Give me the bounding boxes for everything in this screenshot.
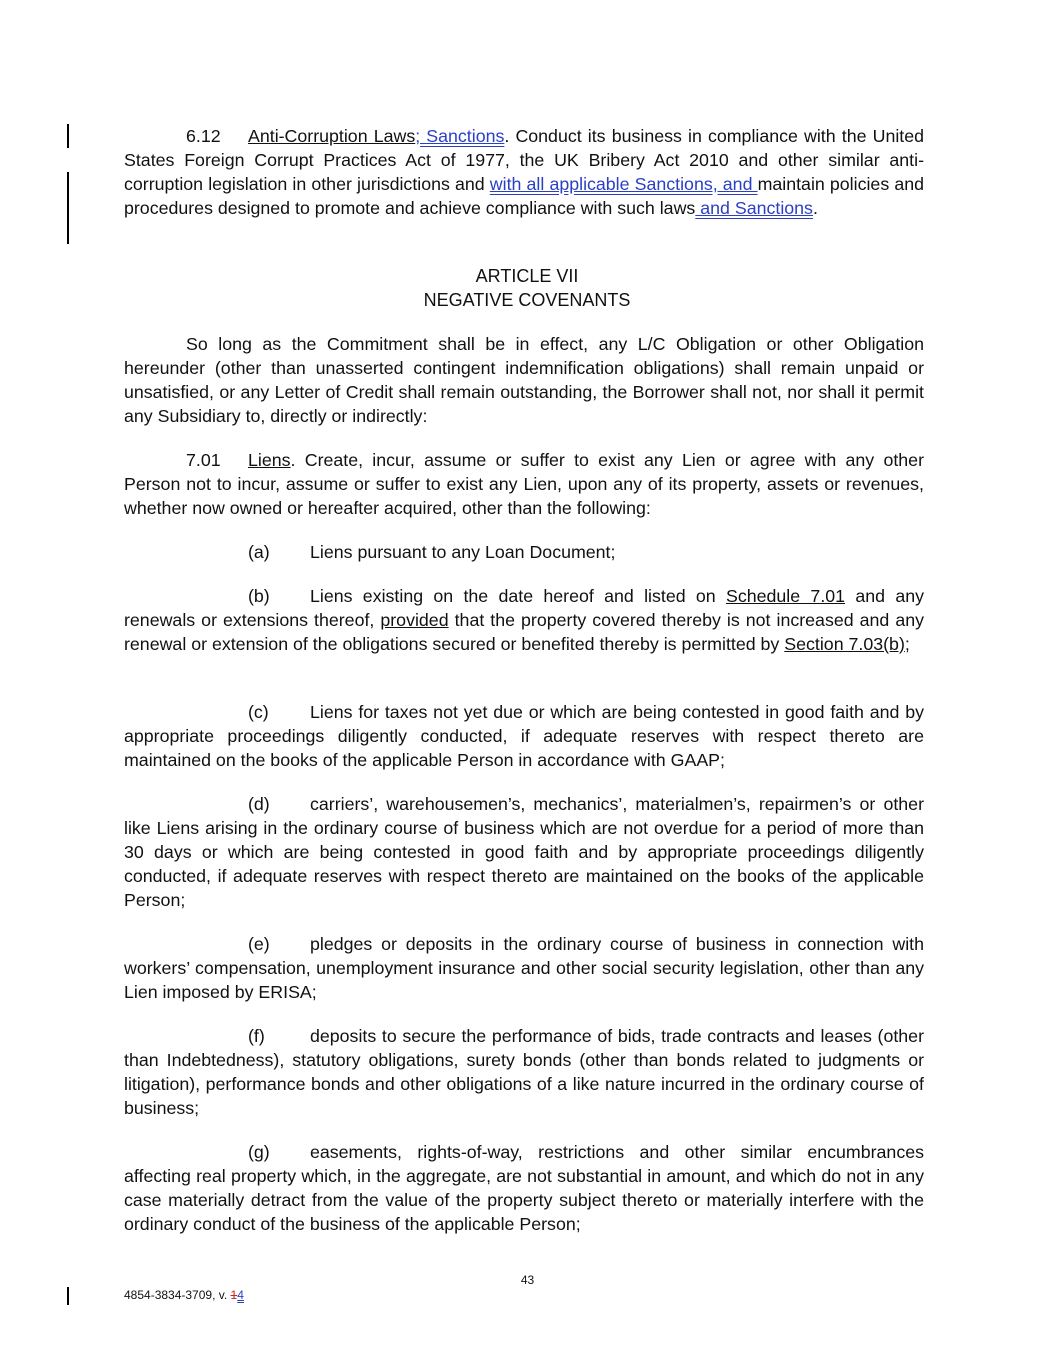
clause-label: (e) [248, 934, 270, 954]
change-bar [67, 1287, 69, 1305]
clause-label: (f) [248, 1026, 265, 1046]
inserted-text: ; Sanctions [415, 126, 505, 146]
clause-text: and any renewals or extensions thereof, [124, 586, 924, 630]
clause-text: that the property covered thereby is not increased and any renewal or extension of the obligations secured or benefited thereby is permitted by [124, 610, 924, 654]
section-body: . [812, 198, 818, 218]
change-bar [67, 172, 69, 244]
clause-c [124, 700, 924, 772]
section-body: . Conduct its business in compliance with the United States Foreign Corrupt Practices Act of 1977, the UK Bribery Act 2010 and other similar anti-corruption legislation in other jurisdictions and [124, 126, 925, 194]
clause-d [124, 792, 924, 912]
clause-text: pledges or deposits in the ordinary course of business in connection with workers’ compensation, unemployment insurance and other social security legislation, other than any Lien imposed by ERISA; [124, 934, 924, 1002]
clause-e [124, 932, 924, 1004]
inserted-text: with all applicable Sanctions, and [489, 174, 758, 194]
article-number: ARTICLE VII [475, 266, 579, 286]
clause-text: ; [904, 634, 910, 654]
section-number: 7.01 [186, 450, 221, 470]
document-footer [124, 1288, 244, 1302]
clause-a [124, 540, 924, 564]
change-bar [67, 124, 69, 148]
article-heading [124, 264, 930, 312]
intro-text: So long as the Commitment shall be in effect, any L/C Obligation or other Obligation hereunder (other than unasserted contingent indemnification obligations) shall remain unpaid or unsatisfied, or any Letter of Credit shall remain outstanding, the Borrower shall not, nor shall it permit any Subsidiary to, directly or indirectly: [124, 334, 924, 426]
clause-text: Liens pursuant to any Loan Document; [310, 542, 616, 562]
clause-label: (a) [248, 542, 270, 562]
clause-b [124, 584, 924, 656]
clause-text: easements, rights-of-way, restrictions and other similar encumbrances affecting real property which, in the aggregate, are not substantial in amount, and which do not in any case materially detract from the value of the property subject thereto or materially interfere with the ordinary conduct of the business of the applicable Person; [124, 1142, 924, 1234]
clause-text: carriers’, warehousemen’s, mechanics’, materialmen’s, repairmen’s or other like Liens arising in the ordinary course of business which are not overdue for a period of more than 30 days or which are being contested in good faith and by appropriate proceedings diligently conducted, if adequate reserves with respect thereto are maintained on the books of the applicable Person; [124, 794, 924, 910]
section-reference: Section 7.03(b) [784, 634, 905, 654]
deleted-version: 1 [230, 1288, 238, 1302]
section-title: Liens [248, 450, 291, 470]
section-body: maintain policies and procedures designed to promote and achieve compliance with such laws [124, 174, 924, 218]
clause-label: (g) [248, 1142, 270, 1162]
clause-text: Liens for taxes not yet due or which are being contested in good faith and by appropriate proceedings diligently conducted, if adequate reserves with respect thereto are maintained on the books of the applicable Person in accordance with GAAP; [124, 702, 924, 770]
section-body: . Create, incur, assume or suffer to exist any Lien or agree with any other Person not to incur, assume or suffer to exist any Lien, upon any of its property, assets or revenues, whether now owned or hereafter acquired, other than the following: [124, 450, 924, 518]
section-7-01 [124, 448, 924, 520]
inserted-text: and Sanctions [695, 198, 813, 218]
clause-text: Liens existing on the date hereof and listed on [310, 586, 726, 606]
clause-g [124, 1140, 924, 1236]
inserted-version: 4 [237, 1288, 244, 1302]
proviso-term: provided [380, 610, 449, 630]
clause-label: (b) [248, 586, 270, 606]
section-number: 6.12 [186, 126, 221, 146]
clause-text: deposits to secure the performance of bids, trade contracts and leases (other than Indebtedness), statutory obligations, surety bonds (other than bonds related to judgments or litigation), performance bonds and other obligations of a like nature incurred in the ordinary course of business; [124, 1026, 924, 1118]
article-title: NEGATIVE COVENANTS [423, 290, 631, 310]
clause-label: (c) [248, 702, 269, 722]
intro-paragraph [124, 332, 924, 428]
page-number: 43 [520, 1273, 535, 1287]
section-title: Anti-Corruption Laws [248, 126, 416, 146]
document-id: 4854-3834-3709, v. [124, 1288, 231, 1302]
section-6-12 [124, 124, 924, 220]
schedule-reference: Schedule 7.01 [725, 586, 846, 606]
clause-label: (d) [248, 794, 270, 814]
clause-f [124, 1024, 924, 1120]
